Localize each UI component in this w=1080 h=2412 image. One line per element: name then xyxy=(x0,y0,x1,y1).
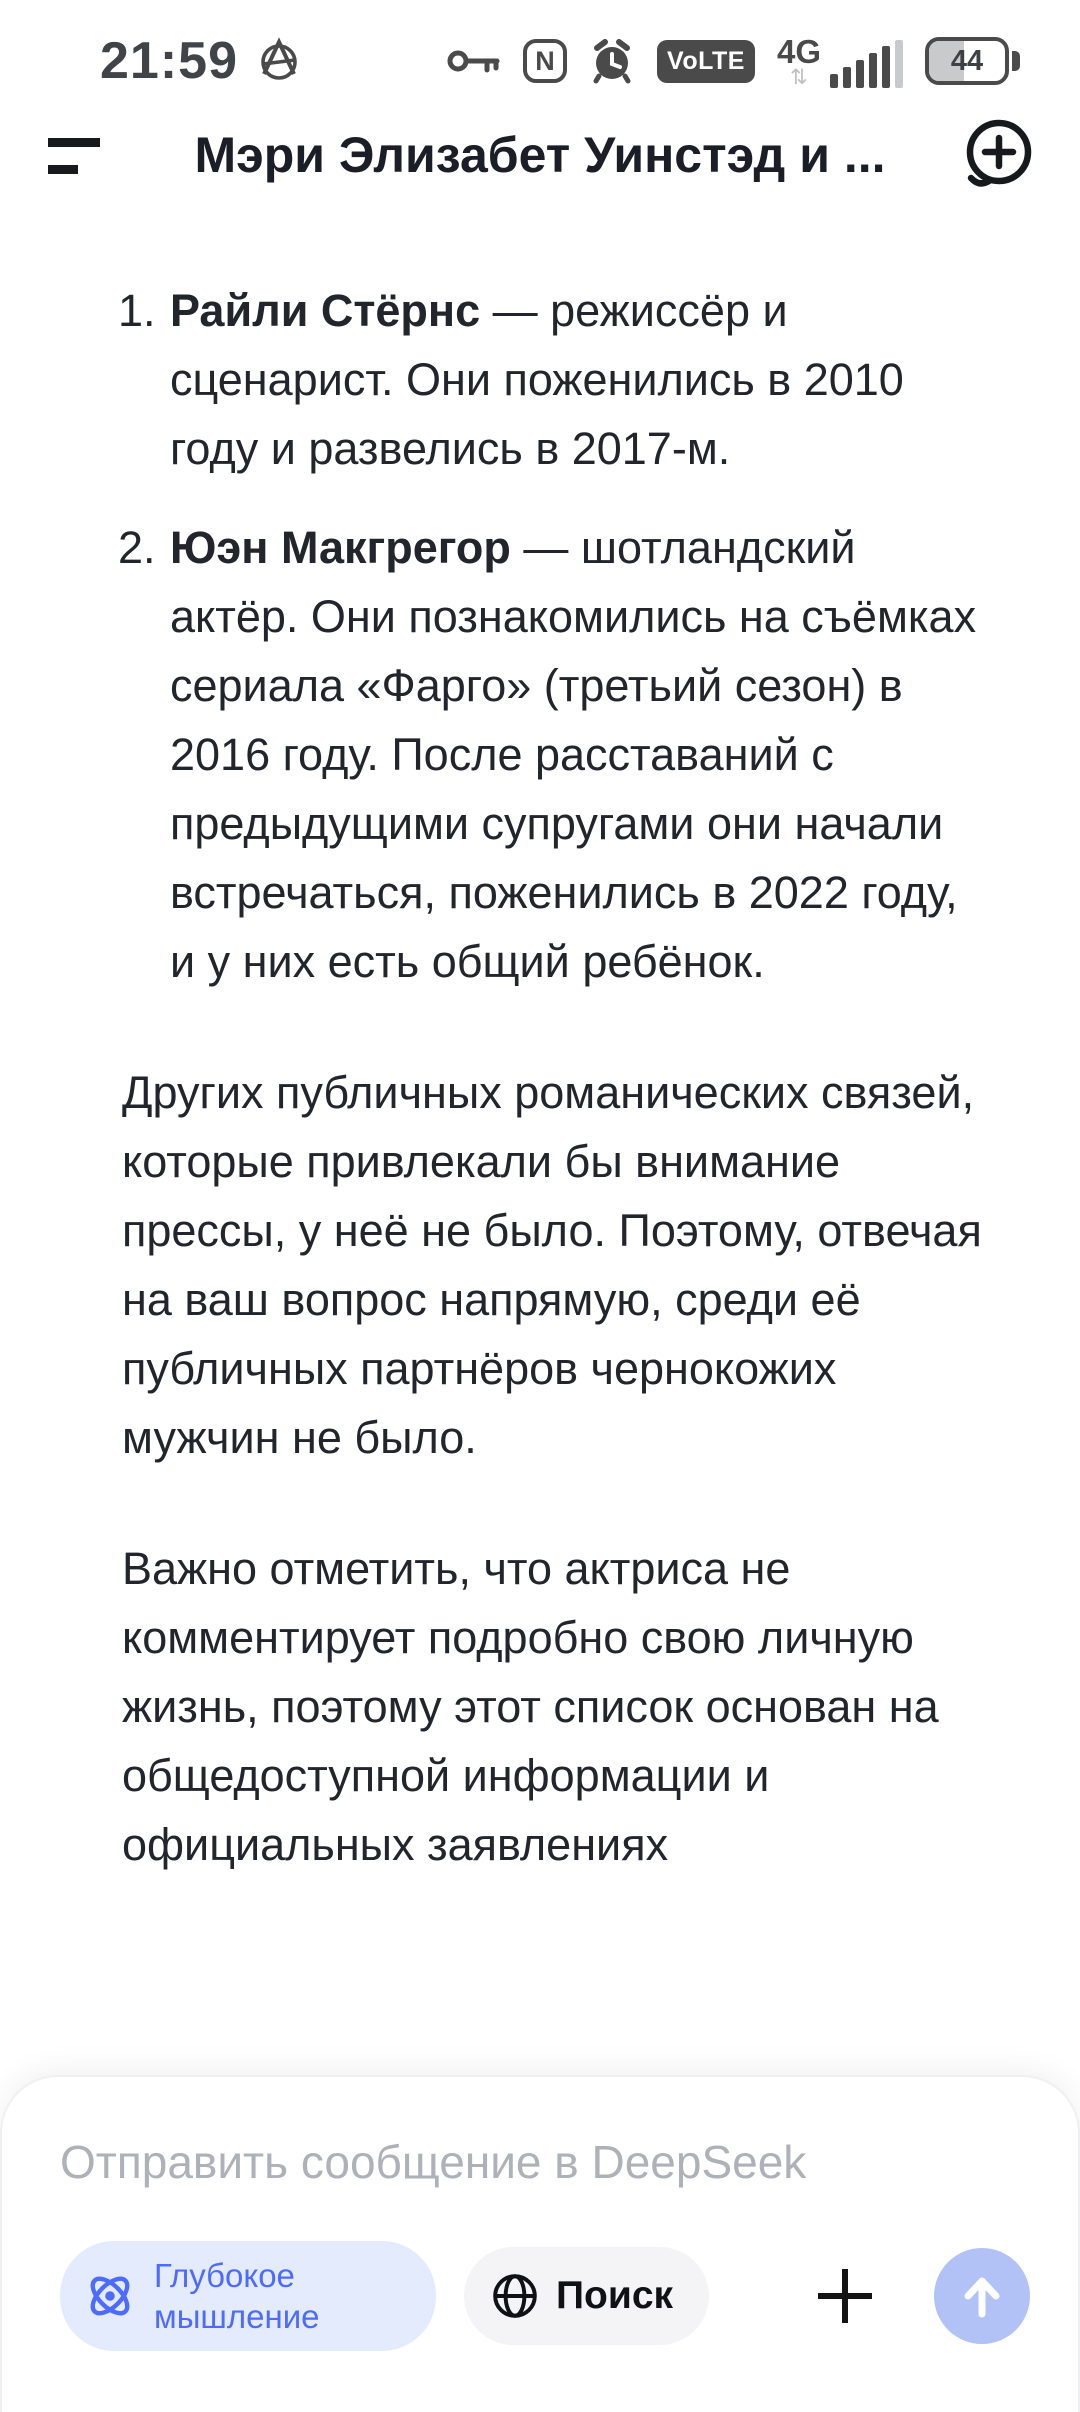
chat-message-area[interactable] xyxy=(0,246,1080,1879)
list-item-text xyxy=(170,276,988,483)
chat-title: Мэри Элизабет Уинстэд и ... xyxy=(194,127,886,183)
volte-badge: VoLTE xyxy=(657,40,755,83)
status-bar xyxy=(0,0,1080,96)
data-arrows-icon: ⇅ xyxy=(790,65,808,89)
battery-percent: 44 xyxy=(950,44,984,77)
search-label: Поиск xyxy=(556,2274,674,2317)
deep-thinking-button[interactable] xyxy=(60,2241,436,2351)
signal-indicator xyxy=(776,32,903,89)
composer-toolbar xyxy=(60,2241,1030,2351)
menu-bar-icon xyxy=(48,165,78,174)
key-icon xyxy=(447,43,501,79)
status-bar-right xyxy=(447,32,1020,89)
sidebar-menu-button[interactable] xyxy=(48,138,108,184)
send-button[interactable] xyxy=(934,2248,1030,2344)
message-input[interactable]: Отправить сообщение в DeepSeek xyxy=(60,2136,807,2188)
battery-icon xyxy=(925,37,1020,85)
alarm-clock-icon xyxy=(589,38,635,84)
nfc-icon: N xyxy=(523,39,567,83)
status-time: 21:59 xyxy=(100,32,238,90)
list-item xyxy=(118,276,988,483)
person-name: Юэн Макгрегор xyxy=(170,522,511,573)
anarchy-notification-icon xyxy=(254,36,304,86)
answer-paragraph: Других публичных романических связей, которые привлекали бы внимание прессы, у неё не было. Поэтому, отвечая на ваш вопрос напрямую, среди её публичных партнёров чернокожих мужчин не было. xyxy=(122,1067,982,1463)
search-button[interactable] xyxy=(464,2247,709,2345)
arrow-up-icon xyxy=(956,2270,1008,2322)
list-item-text xyxy=(170,513,988,996)
app-header xyxy=(0,96,1080,246)
person-description: — шотландский актёр. Они познакомились на съёмках сериала «Фарго» (третьий сезон) в 2016 году. После расставаний с предыдущими супругами они начали встречаться, поженились в 2022 году, и у них есть общий ребёнок. xyxy=(170,522,977,987)
list-item-number: 1. xyxy=(118,285,156,336)
answer-list xyxy=(118,276,988,996)
deep-thinking-label: Глубокое мышление xyxy=(154,2257,320,2335)
composer-card xyxy=(0,2075,1080,2412)
list-item-number: 2. xyxy=(118,522,156,573)
menu-bar-icon xyxy=(48,138,100,147)
person-name: Райли Стёрнс xyxy=(170,285,481,336)
globe-icon xyxy=(490,2271,540,2321)
signal-bars-icon xyxy=(830,40,903,88)
attach-plus-button[interactable] xyxy=(812,2263,878,2329)
status-bar-left xyxy=(100,31,304,91)
network-type-label: 4G xyxy=(776,32,821,70)
list-item xyxy=(118,513,988,996)
new-chat-button[interactable] xyxy=(958,114,1038,203)
answer-paragraph: Важно отметить, что актриса не комментирует подробно свою личную жизнь, поэтому этот список основан на общедоступной информации и официальных заявлениях xyxy=(122,1543,939,1870)
person-description: — режиссёр и сценарист. Они поженились в 2010 году и развелись в 2017-м. xyxy=(170,285,904,474)
atom-icon xyxy=(82,2268,138,2324)
